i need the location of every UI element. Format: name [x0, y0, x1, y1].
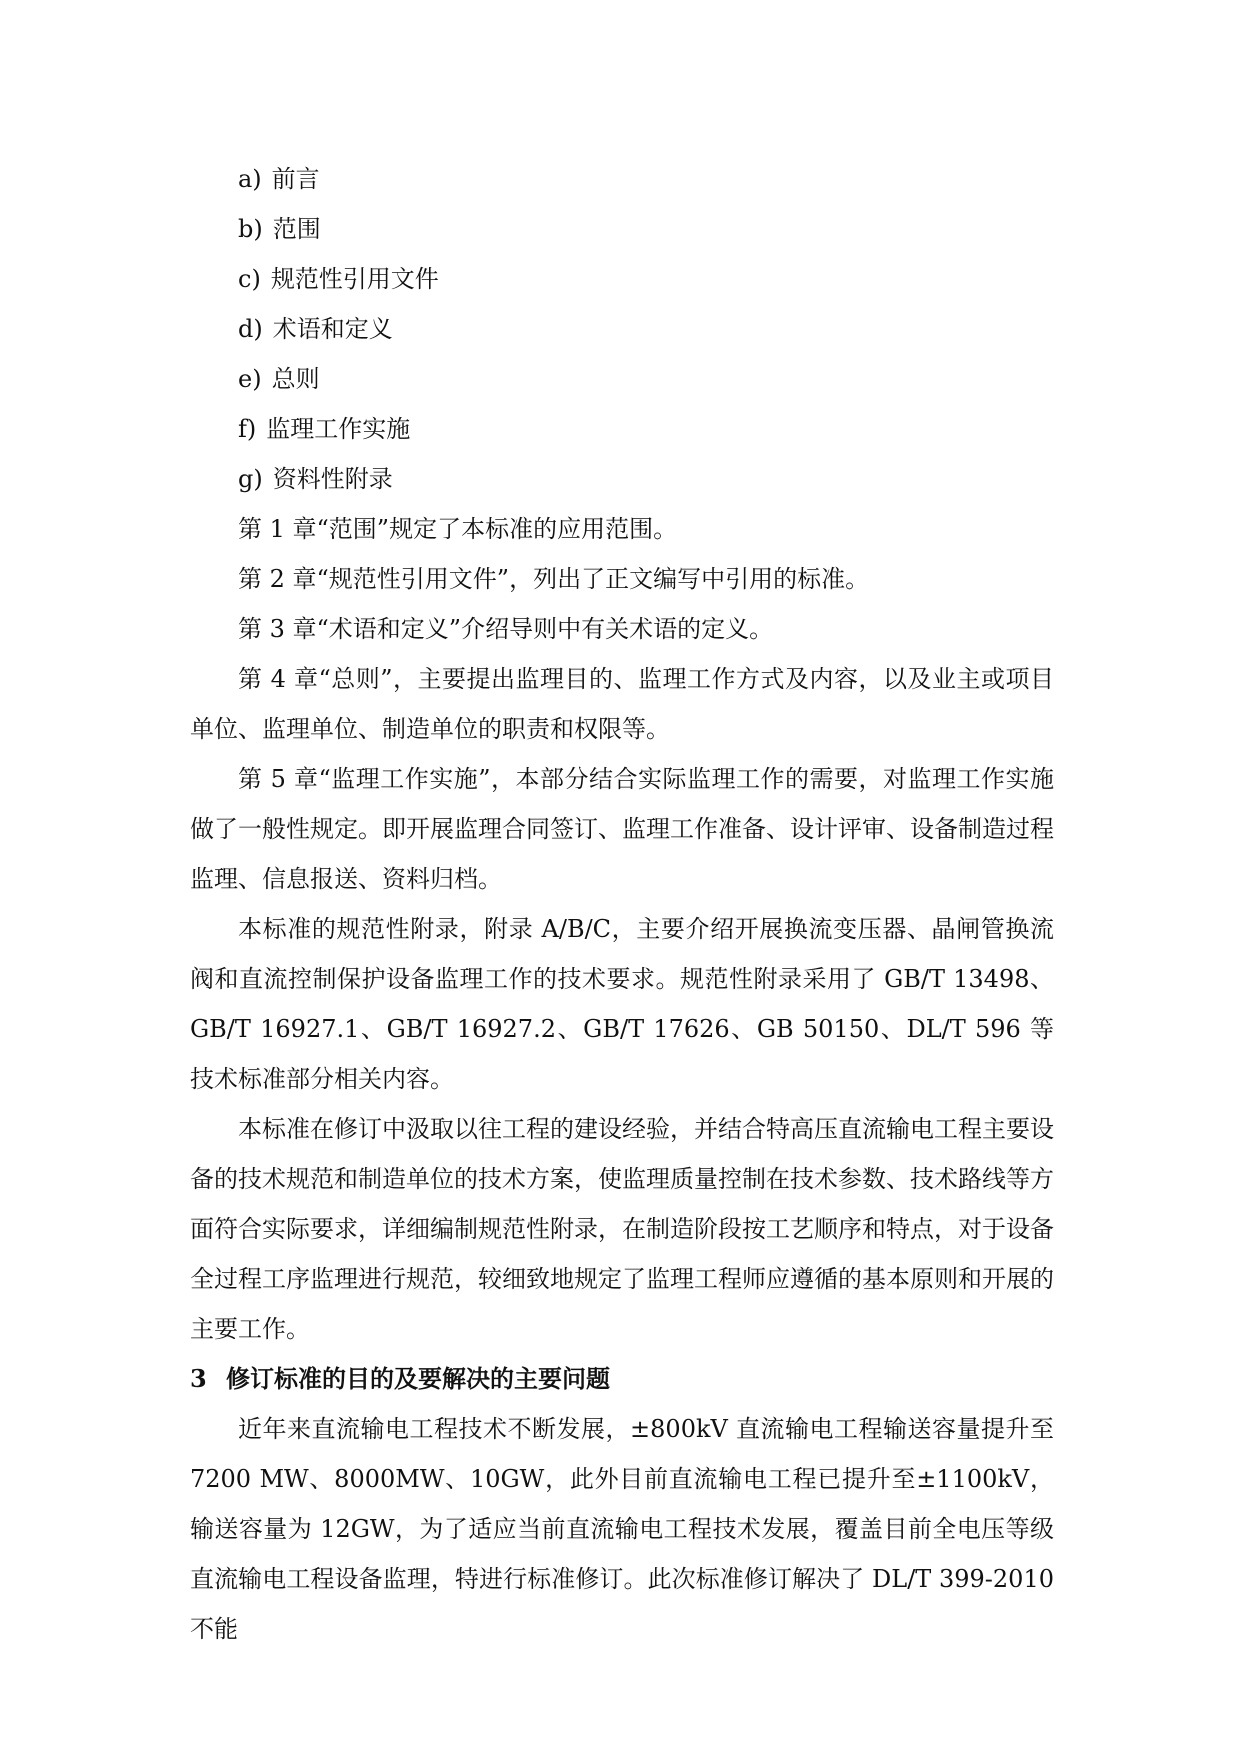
- list-marker: a): [238, 165, 262, 193]
- section-heading: [190, 1354, 1054, 1404]
- list-marker: e): [238, 365, 262, 393]
- paragraph-appendix: 本标准的规范性附录，附录 A/B/C，主要介绍开展换流变压器、晶闸管换流阀和直流控制保护设备监理工作的技术要求。规范性附录采用了 GB/T 13498、GB/T 16927.1、GB/T 16927.2、GB/T 17626、GB 50150、DL/T 596 等技术标准部分相关内容。: [190, 915, 1054, 1093]
- list-item-a: [190, 154, 1054, 204]
- list-text: 前言: [271, 165, 320, 193]
- paragraph-revision-basis: 本标准在修订中汲取以往工程的建设经验，并结合特高压直流输电工程主要设备的技术规范和制造单位的技术方案，使监理质量控制在技术参数、技术路线等方面符合实际要求，详细编制规范性附录，在制造阶段按工艺顺序和特点，对于设备全过程工序监理进行规范，较细致地规定了监理工程师应遵循的基本原则和开展的主要工作。: [190, 1115, 1054, 1343]
- list-text: 术语和定义: [272, 315, 393, 343]
- list-item-g: [190, 454, 1054, 504]
- list-item-d: [190, 304, 1054, 354]
- list-text: 规范性引用文件: [270, 265, 439, 293]
- list-marker: f): [238, 415, 257, 443]
- list-item-e: [190, 354, 1054, 404]
- list-item-b: [190, 204, 1054, 254]
- list-marker: b): [238, 215, 263, 243]
- list-text: 资料性附录: [272, 465, 393, 493]
- paragraph-chapter-1: 第 1 章“范围”规定了本标准的应用范围。: [238, 515, 678, 543]
- section-title: 修订标准的目的及要解决的主要问题: [226, 1364, 610, 1393]
- list-text: 监理工作实施: [266, 415, 411, 443]
- paragraph-chapter-4: 第 4 章“总则”，主要提出监理目的、监理工作方式及内容，以及业主或项目单位、监理单位、制造单位的职责和权限等。: [190, 665, 1054, 743]
- list-text: 范围: [272, 215, 321, 243]
- list-item-c: [190, 254, 1054, 304]
- list-text: 总则: [271, 365, 320, 393]
- list-item-f: [190, 404, 1054, 454]
- paragraph-chapter-3: 第 3 章“术语和定义”介绍导则中有关术语的定义。: [238, 615, 774, 643]
- list-marker: c): [238, 265, 261, 293]
- document-body: [190, 154, 1054, 1654]
- section-number: 3: [190, 1364, 207, 1393]
- paragraph-section-3: 近年来直流输电工程技术不断发展，±800kV 直流输电工程输送容量提升至 7200 MW、8000MW、10GW，此外目前直流输电工程已提升至±1100kV，输送容量为 12GW，为了适应当前直流输电工程技术发展，覆盖目前全电压等级直流输电工程设备监理，特进行标准修订。此次标准修订解决了 DL/T 399-2010 不能: [190, 1415, 1054, 1643]
- list-marker: d): [238, 315, 263, 343]
- list-marker: g): [238, 465, 263, 493]
- paragraph-chapter-2: 第 2 章“规范性引用文件”，列出了正文编写中引用的标准。: [238, 565, 870, 593]
- paragraph-chapter-5: 第 5 章“监理工作实施”，本部分结合实际监理工作的需要，对监理工作实施做了一般性规定。即开展监理合同签订、监理工作准备、设计评审、设备制造过程监理、信息报送、资料归档。: [190, 765, 1054, 893]
